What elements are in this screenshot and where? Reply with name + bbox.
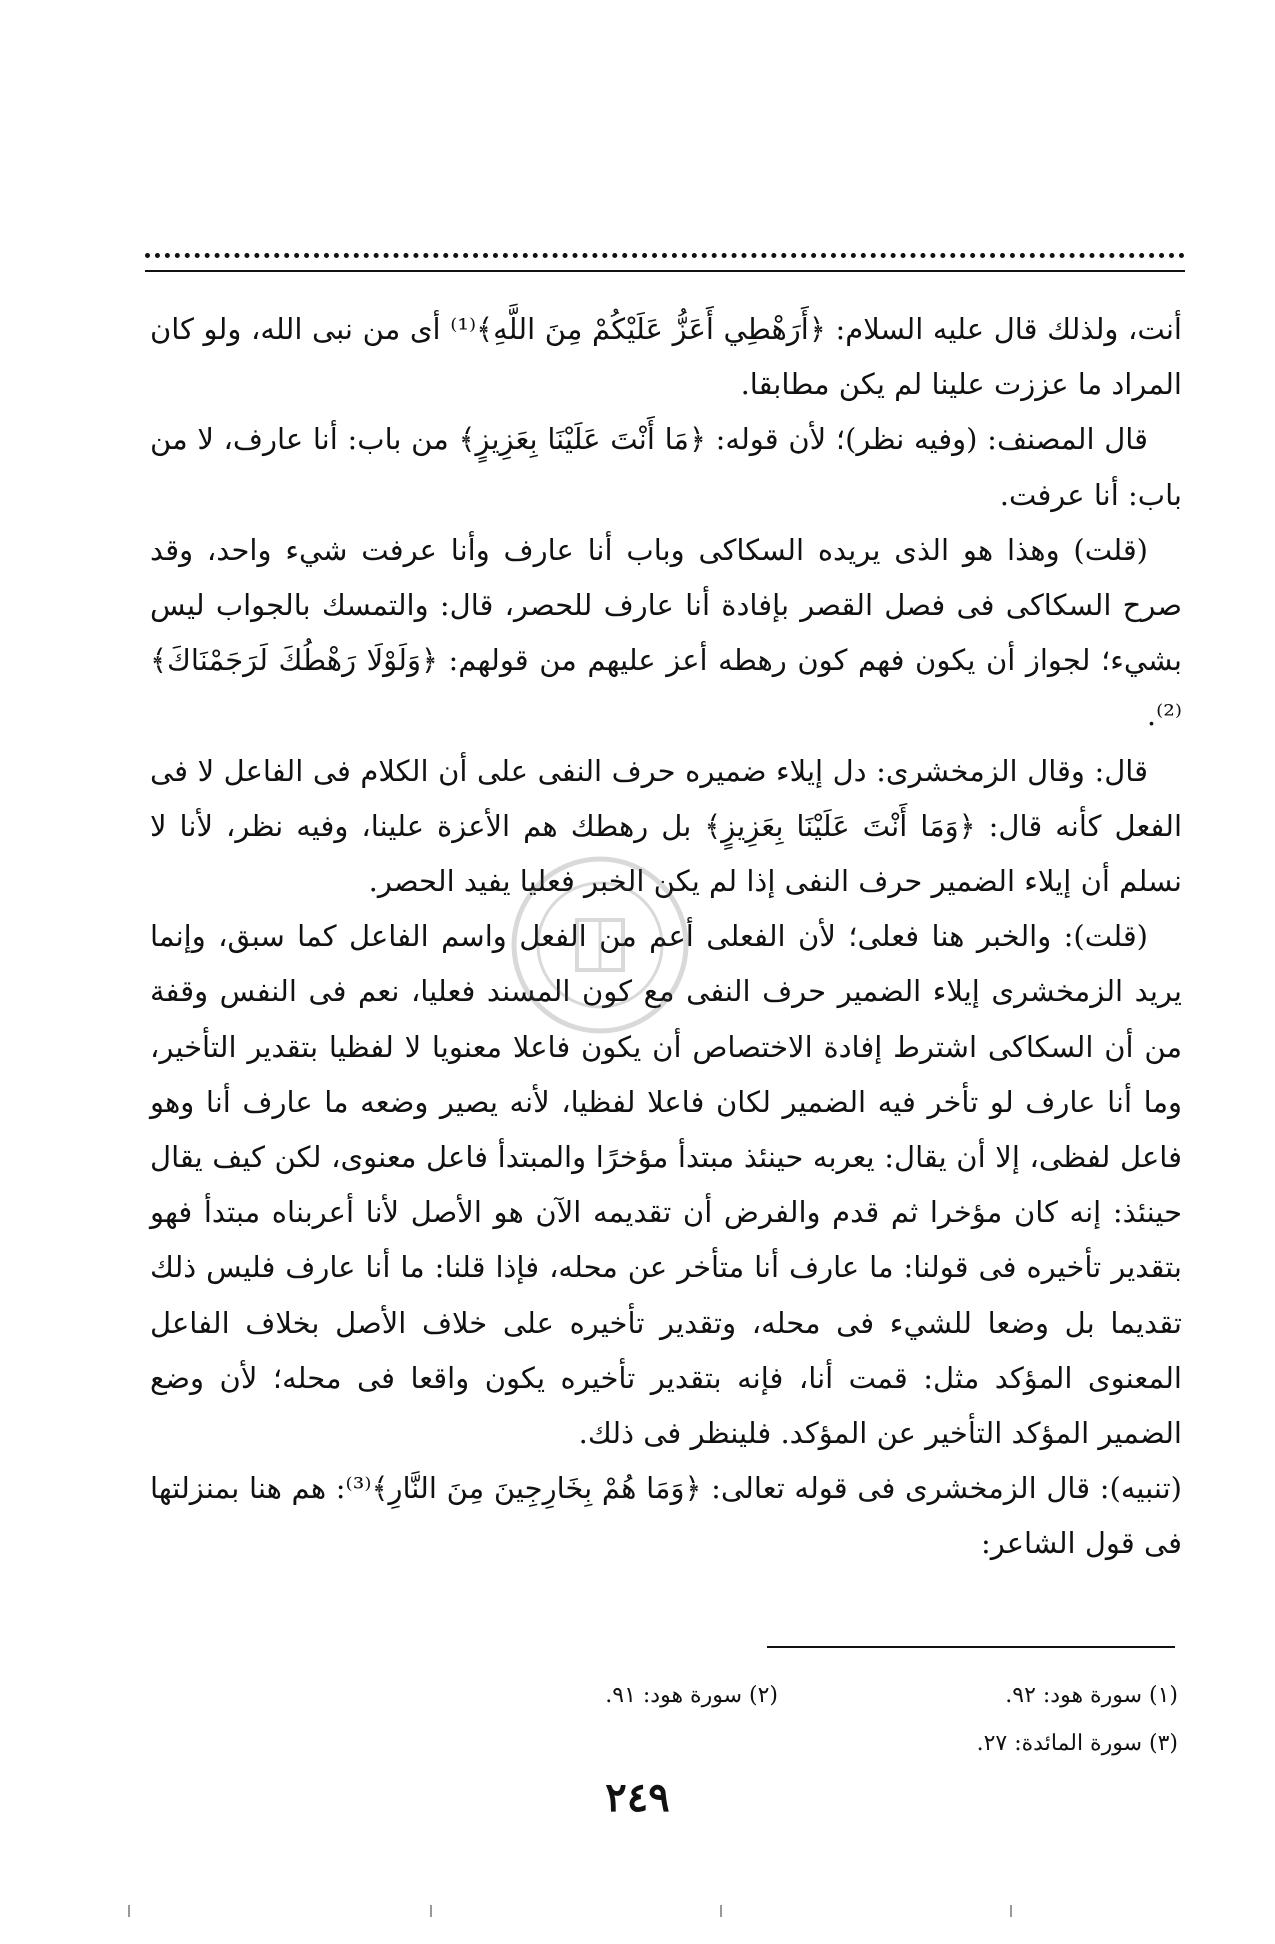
footnote-2: (٢) سورة هود: ٩١. [605,1683,778,1708]
paragraph-1: أنت، ولذلك قال عليه السلام: ﴿أَرَهْطِي أَعَزُّ عَلَيْكُمْ مِنَ اللَّهِ﴾⁽¹⁾ أى من نبى الله، ولو كان المراد ما عززت علينا لم يكن مطابقا. [150,312,1182,402]
paragraph-4: قال: وقال الزمخشرى: دل إيلاء ضميره حرف النفى على أن الكلام فى الفاعل لا فى الفعل كأنه قال: ﴿وَمَا أَنْتَ عَلَيْنَا بِعَزِيزٍ﴾ بل رهطك هم الأعزة علينا، وفيه نظر، لأنا لا نسلم أن إيلاء الضمير حرف النفى إذا لم يكن الخبر فعليا يفيد الحصر. [150,753,1182,899]
bottom-edge-mark [430,1905,432,1917]
header-dotted-rule [145,253,1185,258]
footnote-row-2 [150,1720,1178,1768]
library-watermark-stamp [505,850,695,1040]
bottom-edge-mark [128,1905,130,1917]
footnote-3: (٣) سورة المائدة: ٢٧. [976,1731,1178,1756]
paragraph-2: قال المصنف: (وفيه نظر)؛ لأن قوله: ﴿مَا أَنْتَ عَلَيْنَا بِعَزِيزٍ﴾ من باب: أنا عارف، لا من باب: أنا عرفت. [150,422,1182,512]
paragraph-3: (قلت) وهذا هو الذى يريده السكاكى وباب أنا عارف وأنا عرفت شيء واحد، وقد صرح السكاكى فى فصل القصر بإفادة أنا عارف للحصر، قال: والتمسك بالجواب ليس بشيء؛ لجواز أن يكون فهم كون رهطه أعز عليهم من قولهم: ﴿وَلَوْلَا رَهْطُكَ لَرَجَمْنَاكَ﴾⁽²⁾. [150,532,1182,733]
header-solid-rule [145,270,1185,272]
footnote-separator [767,1646,1175,1648]
paragraph-5: (قلت): والخبر هنا فعلى؛ لأن الفعلى أعم من الفعل واسم الفاعل كما سبق، وإنما يريد الزمخشرى إيلاء الضمير حرف النفى مع كون المسند فعليا، نعم فى النفس وقفة من أن السكاكى اشترط إفادة الاختصاص أن يكون فاعلا معنويا لا لفظيا بتقدير التأخير، وما أنا عارف لو تأخر فيه الضمير لكان فاعلا لفظيا، لأنه يصير وضعه ما عارف أنا وهو فاعل لفظى، إلا أن يقال: يعربه حينئذ مبتدأ مؤخرًا والمبتدأ فاعل معنوى، لكن كيف يقال حينئذ: إنه كان مؤخرا ثم قدم والفرض أن تقديمه الآن هو الأصل لأنا أعربناه مبتدأ فهو بتقدير تأخيره فى قولنا: ما عارف أنا متأخر عن محله، فإذا قلنا: ما أنا عارف فليس ذلك تقديما بل وضعا للشيء فى محله، وتقدير تأخيره على خلاف الأصل بخلاف الفاعل المعنوى المؤكد مثل: قمت أنا، فإنه بتقدير تأخيره يكون واقعا فى محله؛ لأن وضع الضمير المؤكد التأخير عن المؤكد. فلينظر فى ذلك. [150,919,1182,1451]
bottom-edge-mark [1010,1905,1012,1917]
page-number: ٢٤٩ [605,1774,670,1821]
paragraph-6: (تنبيه): قال الزمخشرى فى قوله تعالى: ﴿وَمَا هُمْ بِخَارِجِينَ مِنَ النَّارِ﴾⁽³⁾: هم هنا بمنزلتها فى قول الشاعر: [150,1471,1183,1561]
bottom-edge-mark [720,1905,722,1917]
footnote-row-1 [150,1672,1178,1720]
footnotes [150,1672,1178,1768]
footnote-1: (١) سورة هود: ٩٢. [1005,1683,1178,1708]
